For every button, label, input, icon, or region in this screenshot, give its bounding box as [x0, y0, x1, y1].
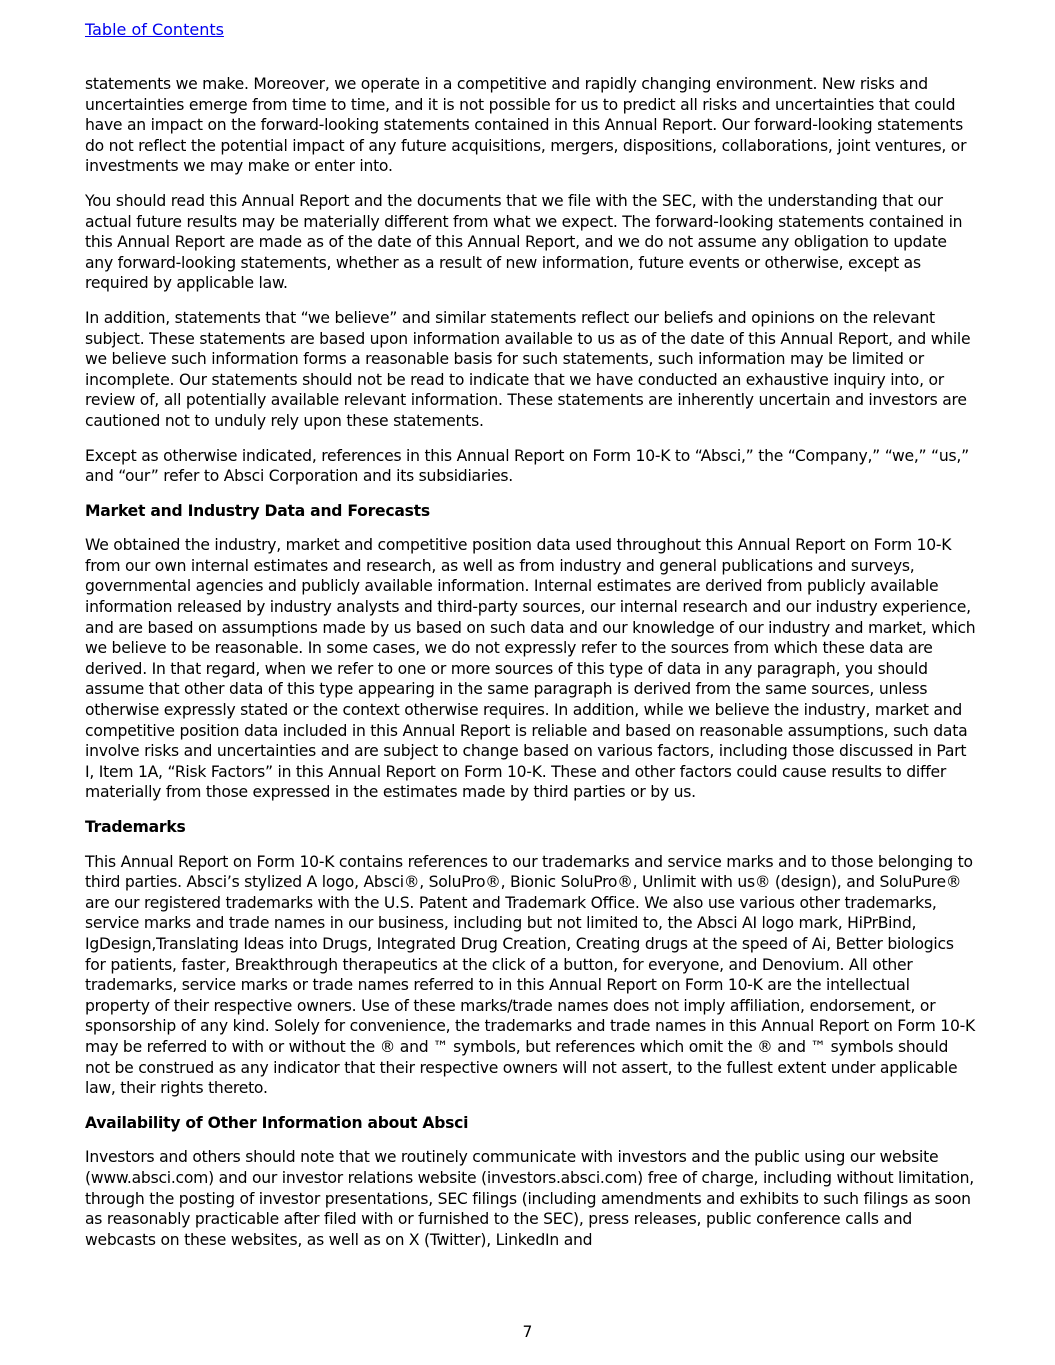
paragraph-trademarks: This Annual Report on Form 10-K contains references to our trademarks and service marks and to those belonging to third parties. Absci’s stylized A logo, Absci®, SoluPro®, Bionic SoluPro®, Unlimit with us® (design), and SoluPure® are our registered trademarks with the U.S. Patent and Trademark Office. We also use various other trademarks, service marks and trade names in our business, including but not limited to, the Absci AI logo mark, HiPrBind, IgDesign,Translating Ideas into Drugs, Integrated Drug Creation, Creating drugs at the speed of Ai, Better biologics for patients, faster, Breakthrough therapeutics at the click of a button, for everyone, and Denovium. All other trademarks, service marks or trade names referred to in this Annual Report on Form 10-K are the intellectual property of their respective owners. Use of these marks/trade names does not imply affiliation, endorsement, or sponsorship of any kind. Solely for convenience, the trademarks and trade names in this Annual Report on Form 10-K may be referred to with or without the ® and ™ symbols, but references which omit the ® and ™ symbols should not be construed as any indicator that their respective owners will not assert, to the fullest extent under applicable law, their rights thereto. [85, 852, 975, 1098]
heading-market-industry-data: Market and Industry Data and Forecasts [85, 501, 430, 520]
paragraph-read-annual-report: You should read this Annual Report and the documents that we file with the SEC, with the understanding that our actual future results may be materially different from what we expect. The forward-looking statements contained in this Annual Report are made as of the date of this Annual Report, and we do not assume any obligation to update any forward-looking statements, whether as a result of new information, future events or otherwise, except as required by applicable law. [85, 191, 963, 293]
paragraph-we-believe-statements: In addition, statements that “we believe” and similar statements reflect our beliefs and opinions on the relevant subject. These statements are based upon information available to us as of the date of this Annual Report, and while we believe such information forms a reasonable basis for such statements, such information may be limited or incomplete. Our statements should not be read to indicate that we have conducted an exhaustive inquiry into, or review of, all potentially available relevant information. These statements are inherently uncertain and investors are cautioned not to unduly rely upon these statements. [85, 308, 971, 430]
paragraph-references-definition: Except as otherwise indicated, references in this Annual Report on Form 10-K to “Absci,” the “Company,” “we,” “us,” and “our” refer to Absci Corporation and its subsidiaries. [85, 446, 969, 486]
paragraph-forward-looking-risks: statements we make. Moreover, we operate in a competitive and rapidly changing environment. New risks and uncertainties emerge from time to time, and it is not possible for us to predict all risks and uncertainties that could have an impact on the forward-looking statements contained in this Annual Report. Our forward-looking statements do not reflect the potential impact of any future acquisitions, mergers, dispositions, collaborations, joint ventures, or investments we may make or enter into. [85, 75, 967, 176]
page-number: 7 [522, 1323, 533, 1341]
document-body [85, 74, 977, 1264]
paragraph-availability-information: Investors and others should note that we routinely communicate with investors and the public using our website (www.absci.com) and our investor relations website (investors.absci.com) free of charge, including without limitation, through the posting of investor presentations, SEC filings (including amendments and exhibits to such filings as soon as reasonably practicable after filed with or furnished to the SEC), press releases, public conference calls and webcasts on these websites, as well as on X (Twitter), LinkedIn and [85, 1148, 974, 1249]
table-of-contents-link[interactable]: Table of Contents [85, 20, 224, 39]
heading-trademarks: Trademarks [85, 818, 186, 836]
paragraph-market-industry-data: We obtained the industry, market and competitive position data used throughout this Annual Report on Form 10-K from our own internal estimates and research, as well as from industry and general publications and surveys, governmental agencies and publicly available information. Internal estimates are derived from publicly available information released by industry analysts and third-party sources, our internal research and our industry experience, and are based on assumptions made by us based on such data and our knowledge of our industry and market, which we believe to be reasonable. In some cases, we do not expressly refer to the sources from which these data are derived. In that regard, when we refer to one or more sources of this type of data in any paragraph, you should assume that other data of this type appearing in the same paragraph is derived from the same sources, unless otherwise expressly stated or the context otherwise requires. In addition, while we believe the industry, market and competitive position data included in this Annual Report is reliable and based on reasonable assumptions, such data involve risks and uncertainties and are subject to change based on various factors, including those discussed in Part I, Item 1A, “Risk Factors” in this Annual Report on Form 10-K. These and other factors could cause results to differ materially from those expressed in the estimates made by third parties or by us. [85, 536, 976, 802]
heading-availability-information: Availability of Other Information about Absci [85, 1113, 469, 1132]
